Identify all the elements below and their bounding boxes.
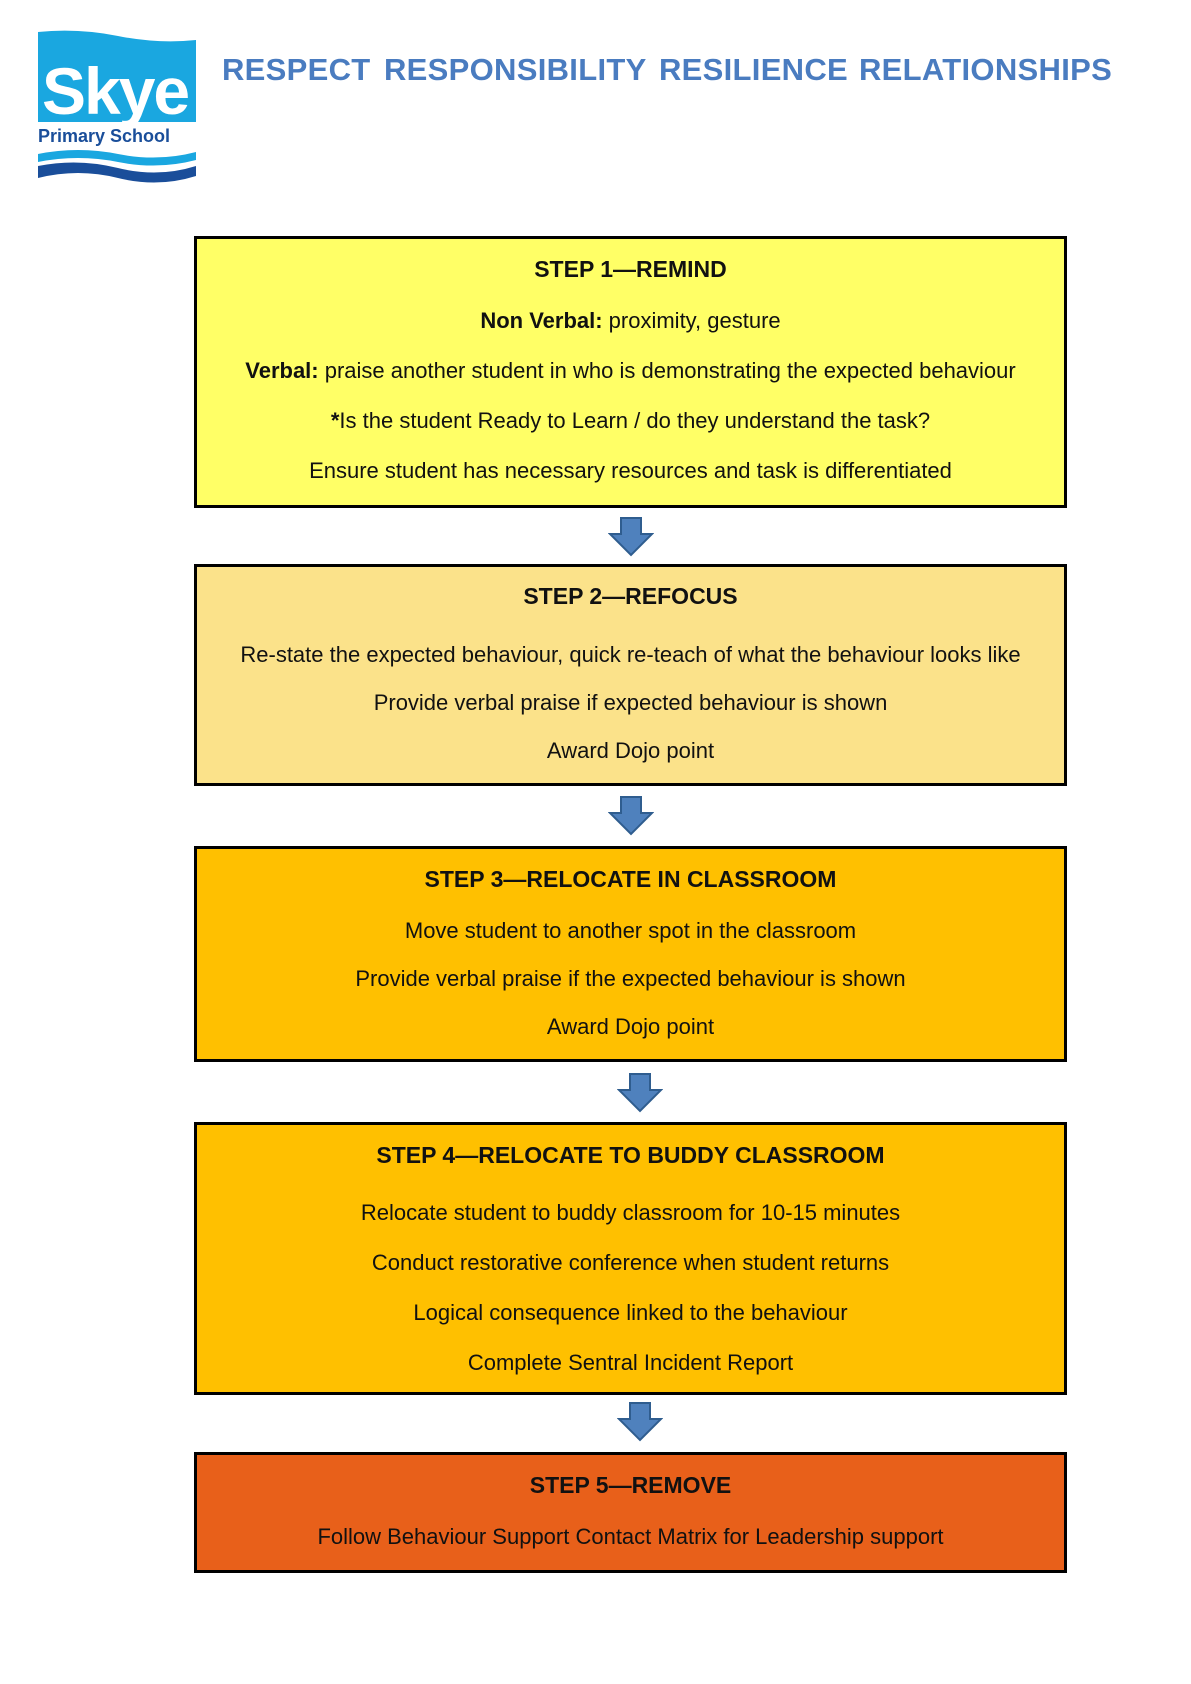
value-relationships: RELATIONSHIPS <box>859 52 1113 87</box>
step-2-line-1: Re-state the expected behaviour, quick re-teach of what the behaviour looks like <box>240 642 1021 667</box>
step-1-line-1 <box>197 308 1064 334</box>
logo-wordmark: Skye <box>42 54 189 128</box>
step-1-line-1-text: proximity, gesture <box>602 308 781 333</box>
step-1-box <box>194 236 1067 508</box>
down-arrow-shape <box>608 517 654 557</box>
step-1-line-3 <box>197 408 1064 434</box>
step-2-box <box>194 564 1067 786</box>
step-3-line-1: Move student to another spot in the classroom <box>404 918 857 943</box>
step-1-line-2-label: Verbal: <box>245 358 319 383</box>
down-arrow-icon <box>608 796 654 836</box>
down-arrow-path <box>619 1074 661 1111</box>
step-1-line-4-text: Ensure student has necessary resources and task is differentiated <box>309 458 952 483</box>
step-4-line-1: Relocate student to buddy classroom for 10-15 minutes <box>360 1200 901 1225</box>
step-5-title: STEP 5—REMOVE <box>529 1472 732 1498</box>
step-1-line-2-text: praise another student in who is demonstrating the expected behaviour <box>318 358 1016 383</box>
value-resilience: RESILIENCE <box>659 52 849 87</box>
step-1-line-4 <box>197 458 1064 484</box>
step-2-line-3: Award Dojo point <box>546 738 715 763</box>
step-3-line-3: Award Dojo point <box>546 1014 715 1039</box>
step-5-box <box>194 1452 1067 1573</box>
step-2-title: STEP 2—REFOCUS <box>523 583 738 609</box>
step-4-line-4: Complete Sentral Incident Report <box>467 1350 794 1375</box>
value-respect: RESPECT <box>222 52 371 87</box>
down-arrow-shape <box>617 1073 663 1113</box>
step-2-line-2: Provide verbal praise if expected behaviour is shown <box>373 690 888 715</box>
down-arrow-shape <box>617 1402 663 1442</box>
step-1-line-3-label: * <box>330 408 340 433</box>
down-arrow-path <box>619 1403 661 1440</box>
down-arrow-shape <box>608 796 654 836</box>
down-arrow-icon <box>617 1073 663 1113</box>
school-values-header <box>0 52 1191 92</box>
step-3-title: STEP 3—RELOCATE IN CLASSROOM <box>424 866 837 892</box>
value-responsibility: RESPONSIBILITY <box>384 52 647 87</box>
down-arrow-icon <box>608 517 654 557</box>
step-4-title: STEP 4—RELOCATE TO BUDDY CLASSROOM <box>376 1142 885 1168</box>
step-5-line-1: Follow Behaviour Support Contact Matrix for Leadership support <box>317 1524 944 1549</box>
step-3-line-2: Provide verbal praise if the expected behaviour is shown <box>355 966 906 991</box>
down-arrow-path <box>610 797 652 834</box>
step-1-title: STEP 1—REMIND <box>534 256 727 282</box>
logo-wave-dark <box>38 162 196 182</box>
step-4-line-2: Conduct restorative conference when student returns <box>371 1250 890 1275</box>
step-4-box <box>194 1122 1067 1395</box>
step-1-line-3-text: Is the student Ready to Learn / do they understand the task? <box>339 408 931 433</box>
step-1-line-2 <box>197 358 1064 384</box>
logo-subtitle: Primary School <box>38 126 171 146</box>
down-arrow-icon <box>617 1402 663 1442</box>
step-3-box <box>194 846 1067 1062</box>
step-1-line-1-label: Non Verbal: <box>480 308 603 333</box>
down-arrow-path <box>610 518 652 555</box>
step-4-line-3: Logical consequence linked to the behaviour <box>413 1300 848 1325</box>
